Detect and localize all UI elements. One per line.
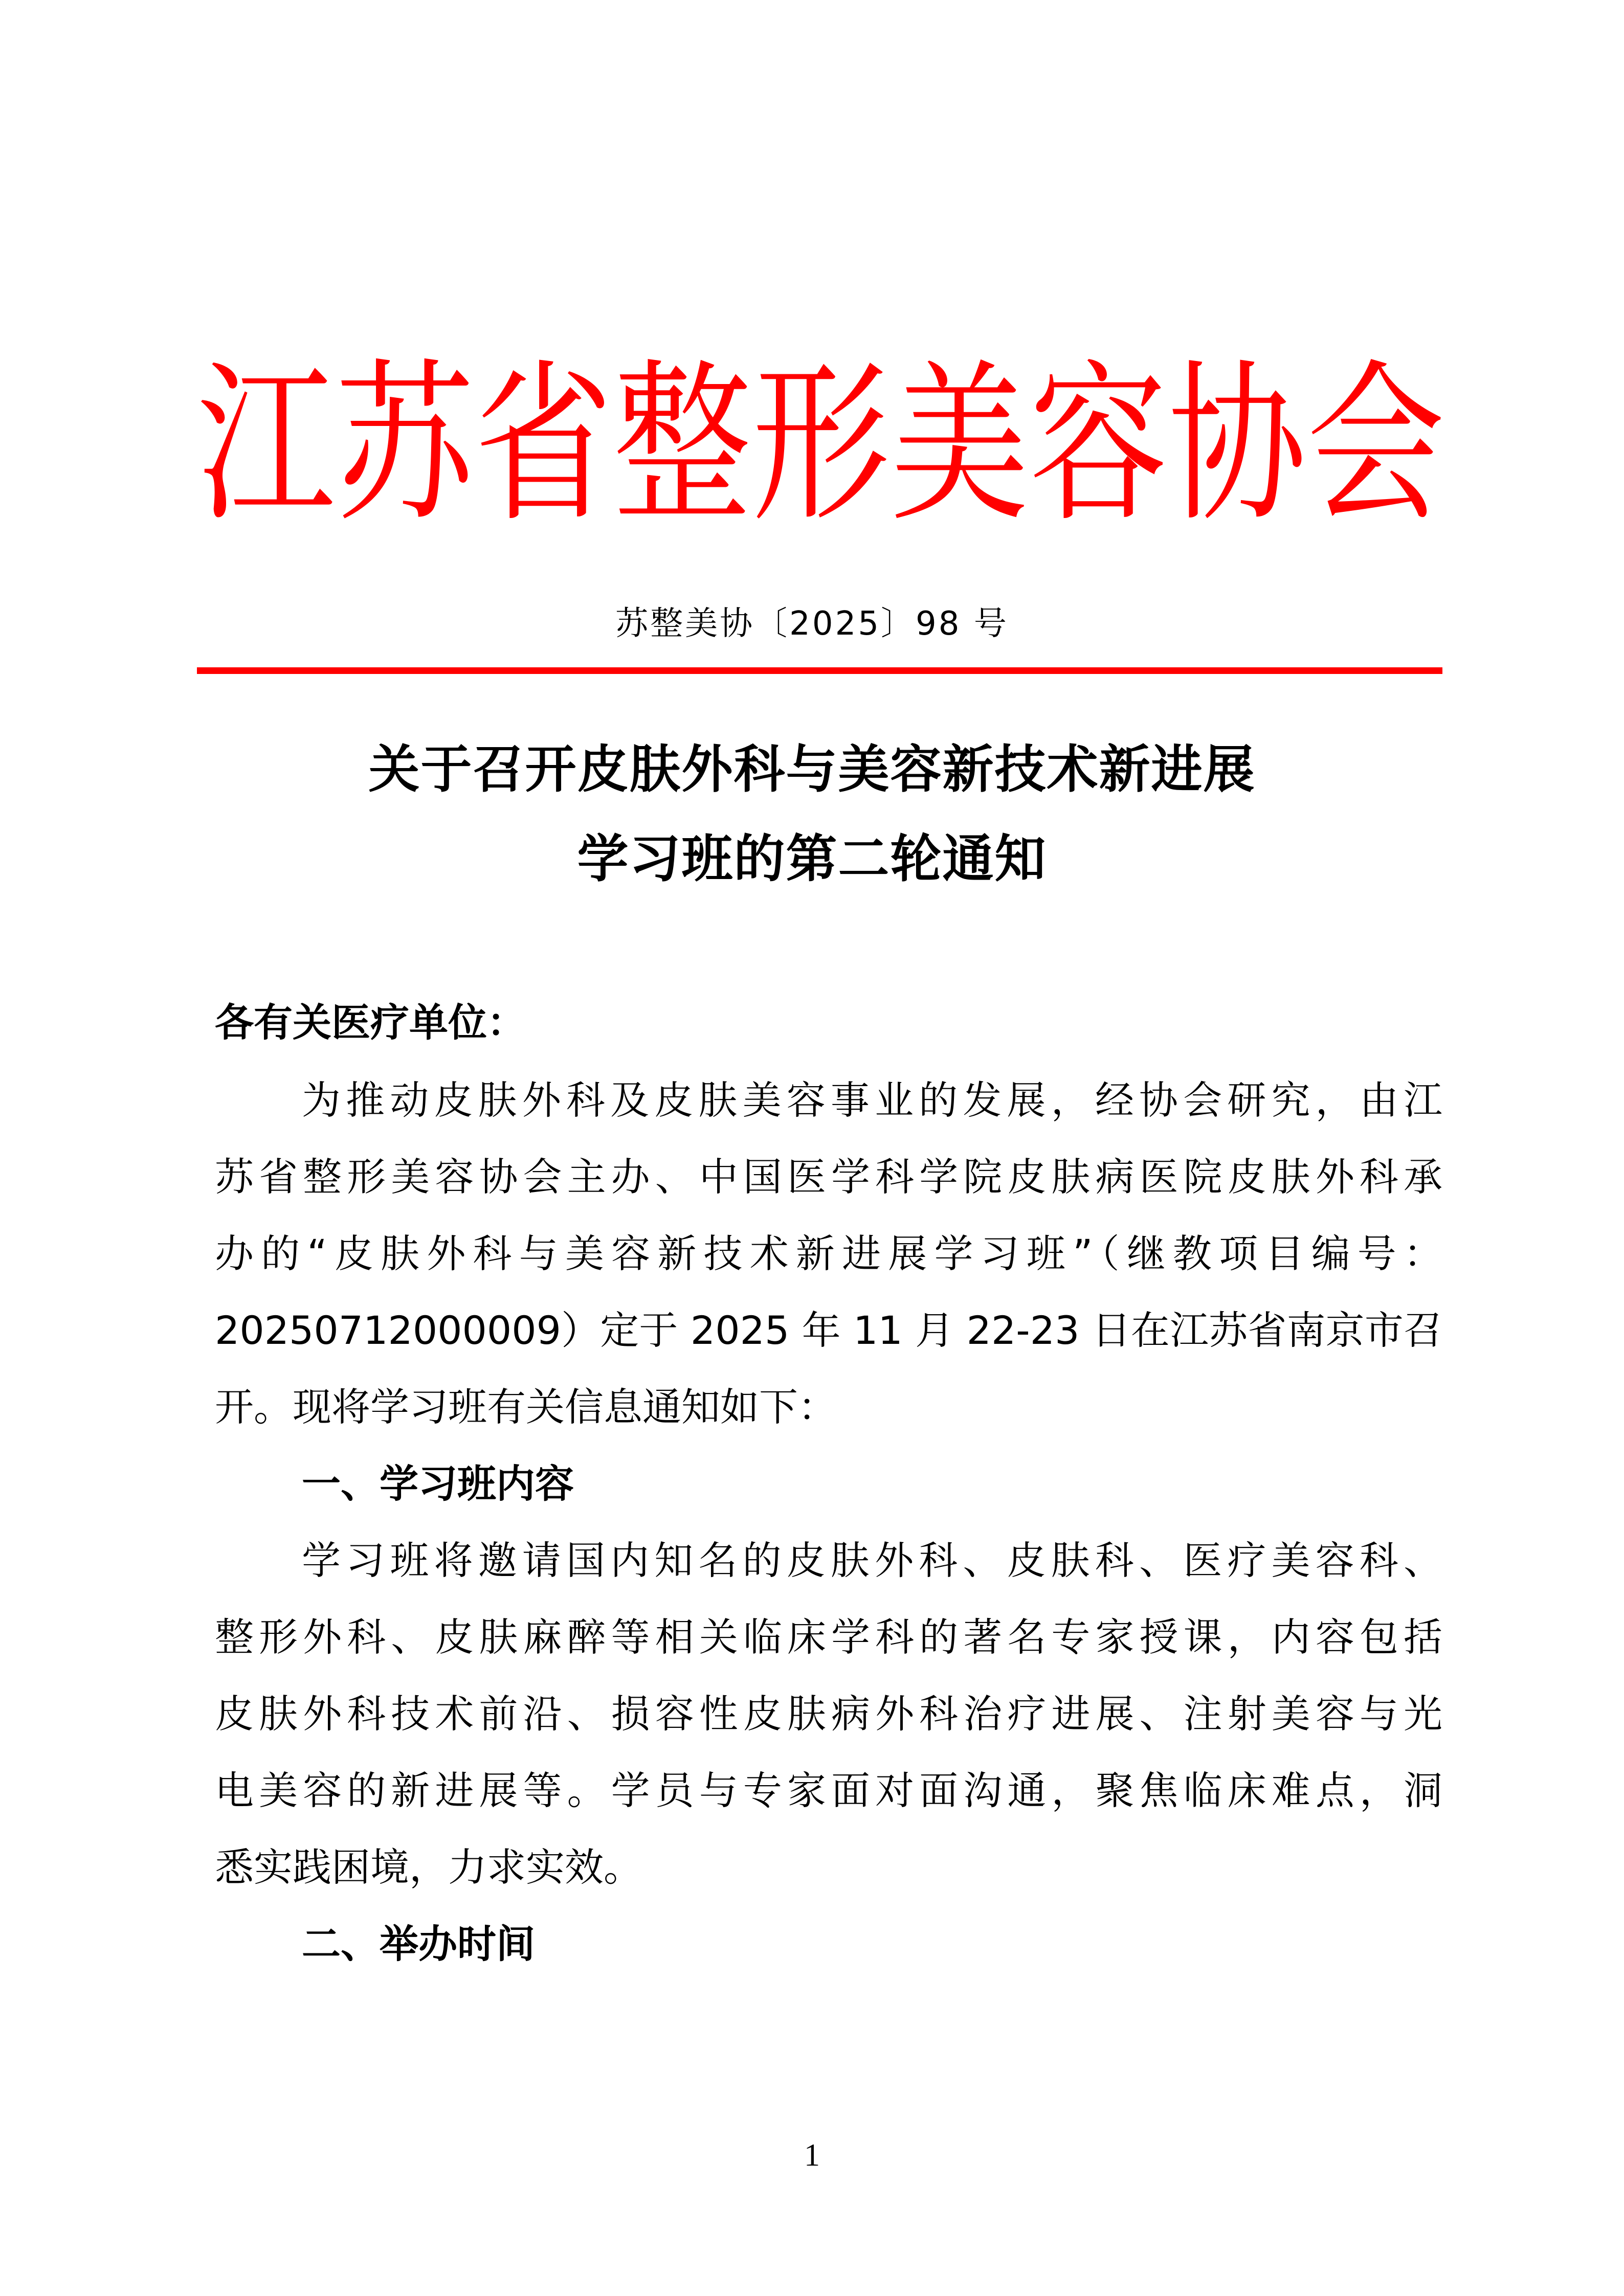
masthead-char: 形	[752, 344, 890, 546]
salutation: 各有关医疗单位：	[215, 1000, 526, 1045]
section-1-line: 悉实践困境，力求实效。	[215, 1844, 642, 1890]
intro-line: 苏省整形美容协会主办、中国医学科学院皮肤病医院皮肤外科承	[215, 1154, 1442, 1200]
masthead-char: 江	[197, 344, 335, 546]
section-1-line: 学习班将邀请国内知名的皮肤外科、皮肤科、医疗美容科、	[302, 1538, 1442, 1583]
page-number: 1	[804, 2138, 820, 2173]
masthead-char: 整	[613, 344, 751, 546]
intro-line: 办的“皮肤外科与美容新技术新进展学习班”（继教项目编号：	[215, 1231, 1442, 1276]
masthead-char: 协	[1168, 344, 1306, 546]
section-1-line: 整形外科、皮肤麻醉等相关临床学科的著名专家授课，内容包括	[215, 1614, 1442, 1660]
intro-line: 20250712000009）定于 2025 年 11 月 22-23 日在江苏省南京市召	[215, 1308, 1442, 1353]
masthead-organization-name	[197, 344, 1445, 546]
document-title-line-2: 学习班的第二轮通知	[577, 829, 1047, 889]
masthead-char: 容	[1029, 344, 1168, 546]
intro-line: 开。现将学习班有关信息通知如下：	[215, 1384, 837, 1430]
masthead-char: 美	[891, 344, 1029, 546]
masthead-char: 苏	[336, 344, 474, 546]
document-number: 苏整美协〔2025〕98 号	[615, 605, 1009, 643]
red-divider-line	[197, 667, 1442, 674]
intro-line: 为推动皮肤外科及皮肤美容事业的发展，经协会研究，由江	[302, 1077, 1442, 1123]
section-1-line: 皮肤外科技术前沿、损容性皮肤病外科治疗进展、注射美容与光	[215, 1691, 1442, 1737]
masthead-char: 省	[474, 344, 613, 546]
section-heading-2: 二、举办时间	[302, 1921, 535, 1967]
document-title-line-1: 关于召开皮肤外科与美容新技术新进展	[368, 739, 1256, 799]
section-heading-1: 一、学习班内容	[302, 1461, 574, 1506]
masthead-char: 会	[1307, 344, 1445, 546]
section-1-line: 电美容的新进展等。学员与专家面对面沟通，聚焦临床难点，洞	[215, 1768, 1442, 1813]
